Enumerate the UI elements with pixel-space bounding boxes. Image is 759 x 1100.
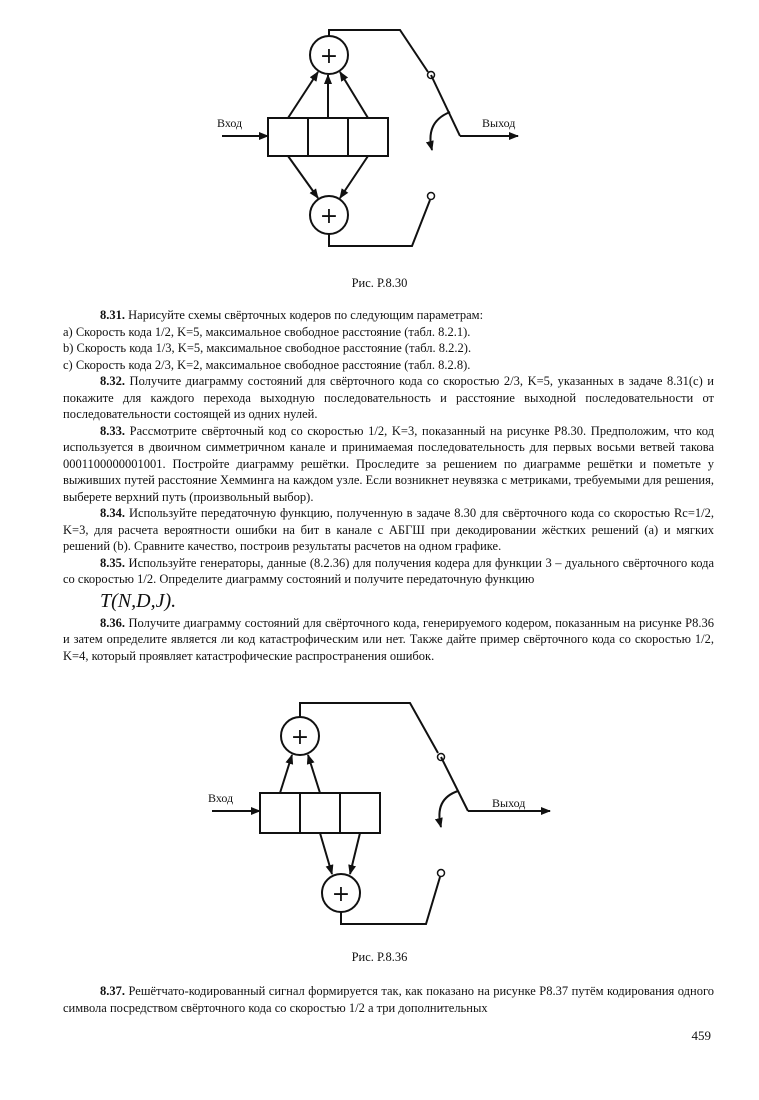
shift-register: [268, 118, 388, 156]
problem-8-31-b: b) Скорость кода 1/3, K=5, максимальное свободное расстояние (табл. 8.2.2).: [63, 341, 472, 355]
transfer-function-formula: T(N,D,J).: [100, 589, 177, 612]
rotation-arrow-icon: [439, 791, 458, 827]
problem-8-31: 8.31. Нарисуйте схемы свёрточных кодеров по следующим параметрам:: [100, 308, 484, 322]
problem-8-37: 8.37. Решётчато-кодированный сигнал формируется так, как показано на рисунке Р8.37 путём кодирования одного символа посредством свёрточного кода со скоростью 1/2 а три дополнительных: [63, 984, 715, 1015]
bottom-adder: [310, 196, 348, 234]
adder-plus-icon: +: [319, 44, 339, 69]
rotation-arrow-icon: [430, 112, 450, 150]
output-label: Выход: [492, 796, 526, 810]
input-label: Вход: [217, 116, 243, 130]
adder-plus-icon: +: [290, 725, 310, 750]
problem-8-35: 8.35. Используйте генераторы, данные (8.2.36) для получения кодера для функции 3 – дуального свёрточного кода со скоростью 1/2. Определите диаграмму состояний и получите передаточную функцию T(N,D,J).: [63, 555, 714, 612]
svg-text:+: +: [331, 882, 351, 907]
figure-caption: Рис. Р.8.36: [351, 950, 408, 964]
problems-block: [63, 307, 714, 664]
problem-8-34: 8.34. Используйте передаточную функцию, полученную в задаче 8.30 для свёрточного кода со скоростью Rc=1/2, K=3, для расчета вероятности ошибки на бит в канале с АБГШ при декодировании жёстких решений (a) и мягких решений (b). Сравните качество, построив результаты расчетов на одном графике.: [63, 506, 715, 553]
top-adder: [281, 717, 319, 755]
figure-caption: Рис. Р.8.30: [351, 276, 408, 290]
shift-register: [260, 793, 380, 833]
input-label: Вход: [208, 791, 234, 805]
figure-p8-36: [0, 695, 759, 940]
problem-8-31-a: a) Скорость кода 1/2, K=5, максимальное свободное расстояние (табл. 8.2.1).: [63, 324, 471, 339]
commutator-switch: [431, 75, 460, 136]
problem-8-32: 8.32. Получите диаграмму состояний для свёрточного кода со скоростью 2/3, K=5, указанных в задаче 8.31(c) и покажите для каждого перехода выходную последовательность и расстояние выходной последовательности от последовательности состоящей из одних нулей.: [63, 374, 715, 421]
svg-text:+: +: [319, 204, 339, 229]
problem-8-36: 8.36. Получите диаграмму состояний для свёрточного кода, генерируемого кодером, показанным на рисунке Р8.36 и затем определите является ли код катастрофическим или нет. Также дайте пример свёрточного кода со скоростью 1/2, K=4, который проявляет катастрофические распространения ошибок.: [63, 615, 714, 663]
figure-p8-30: [0, 10, 759, 265]
problem-8-33: 8.33. Рассмотрите свёрточный код со скоростью 1/2, K=3, показанный на рисунке Р8.30. Предположим, что код используется в двоичном симметричном канале и принимаемая последовательность для первых восьми ветвей такова 0001100000001001. Постройте диаграмму решётки. Проследите за решением по диаграмме решётки и пометьте у выживших путей расстояние Хемминга на каждом узле. Если возникнет неувязка с метриками, требуемыми для решения, выберете верхний путь (произвольный выбор).: [63, 423, 714, 504]
problems-block-2: [63, 983, 714, 1016]
top-adder: [310, 36, 348, 74]
bottom-adder: [322, 874, 360, 912]
commutator-switch: [441, 757, 468, 811]
problem-8-31-c: c) Скорость кода 2/3, K=2, максимальное свободное расстояние (табл. 8.2.8).: [63, 357, 471, 372]
page-number: 459: [691, 1028, 711, 1043]
output-label: Выход: [482, 116, 516, 130]
